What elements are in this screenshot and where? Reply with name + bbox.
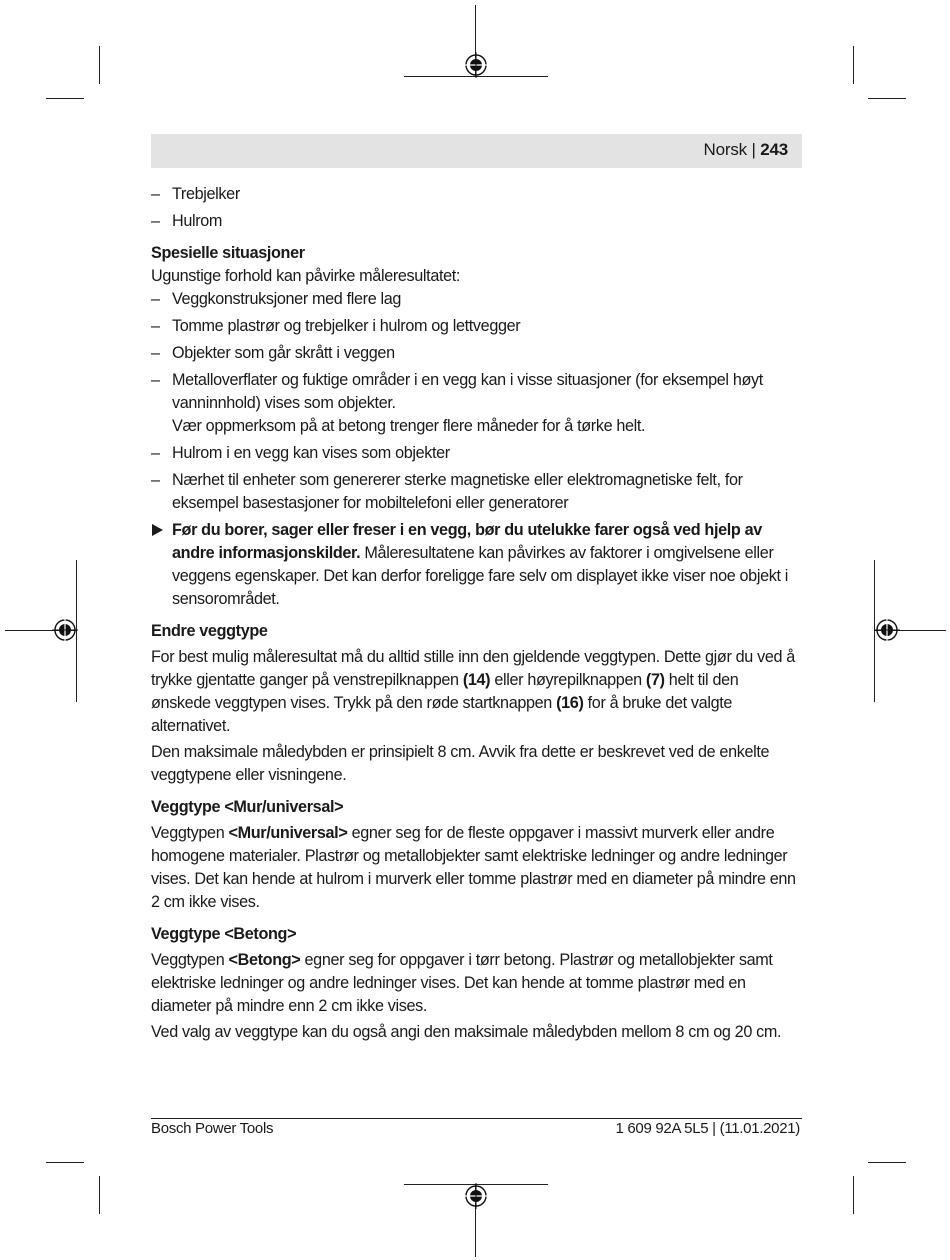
crop-mark — [868, 1162, 906, 1163]
list-item — [151, 469, 801, 515]
list-item-note: Vær oppmerksom på at betong trenger flere måneder for å tørke helt. — [172, 417, 646, 435]
crop-mark — [46, 98, 84, 99]
endre-paragraph-2: Den maksimale måledybden er prinsipielt 8 cm. Avvik fra dette er beskrevet ved de enkelte veggtypene eller visningene. — [151, 743, 770, 784]
text-run: Veggtypen — [151, 951, 229, 969]
registration-mark-icon — [52, 617, 78, 643]
page-header — [151, 134, 802, 168]
list-item-text: Trebjelker — [172, 185, 240, 203]
warning-bold-text: Før du borer, sager eller freser i en vegg, bør du utelukke farer også ved hjelp av andre informasjonskilder. — [172, 521, 762, 562]
betong-paragraph — [151, 949, 801, 1018]
section-heading-special: Spesielle situasjoner — [151, 244, 305, 262]
ref-right-arrow-button: (7) — [645, 671, 665, 689]
list-dash: – — [151, 290, 160, 308]
crop-mark — [99, 46, 100, 84]
page-number: 243 — [760, 140, 788, 159]
list-item — [151, 288, 801, 311]
footer-doc-number: 1 609 92A 5L5 | (11.01.2021) — [615, 1120, 800, 1137]
ref-left-arrow-button: (14) — [462, 671, 491, 689]
list-item-text: Objekter som går skrått i veggen — [172, 344, 395, 362]
registration-mark-icon — [463, 1183, 489, 1209]
list-dash: – — [151, 185, 160, 203]
list-dash: – — [151, 444, 160, 462]
crop-mark — [99, 1176, 100, 1214]
header-separator: | — [751, 140, 756, 159]
section-heading-mur: Veggtype <Mur/universal> — [151, 798, 344, 816]
section-heading-betong: Veggtype <Betong> — [151, 925, 297, 943]
list-item-text: Hulrom i en vegg kan vises som objekter — [172, 444, 450, 462]
warning-text: Måleresultatene kan påvirkes av faktorer i omgivelsene eller veggens egenskaper. Det kan derfor foreligge fare selv om displayet ikke viser noe objekt i sensorområdet. — [172, 544, 789, 608]
list-item-text: Nærhet til enheter som genererer sterke magnetiske eller elektromagnetiske felt, for eksempel basestasjoner for mobiltelefoni eller generatorer — [172, 471, 743, 512]
list-item — [151, 342, 801, 365]
list-dash: – — [151, 471, 160, 489]
mur-paragraph — [151, 822, 801, 914]
text-run: For best mulig måleresultat må du alltid stille inn den gjeldende veggtypen. Dette gjør du ved å trykke gjentatte ganger på venstrepilknappen — [151, 648, 795, 689]
footer-brand: Bosch Power Tools — [151, 1120, 274, 1137]
list-item-text: Metalloverflater og fuktige områder i en vegg kan i visse situasjoner (for eksempel høyt vanninnhold) vises som objekter. — [172, 371, 763, 412]
text-run: helt til den ønskede veggtypen vises. Trykk på den røde startknappen — [151, 671, 739, 712]
header-language: Norsk — [703, 140, 747, 159]
special-intro: Ugunstige forhold kan påvirke måleresultatet: — [151, 267, 461, 285]
list-item — [151, 183, 801, 206]
wall-type-label: <Betong> — [228, 951, 301, 969]
list-item — [151, 210, 801, 233]
list-item — [151, 442, 801, 465]
header-label — [704, 140, 788, 160]
crop-mark — [853, 1176, 854, 1214]
page-content — [151, 183, 801, 1044]
text-run: egner seg for de fleste oppgaver i massivt murverk eller andre homogene materialer. Plastrør og metallobjekter samt elektriske ledninger og andre ledninger vises. Det kan hende at hulrom i murverk eller tomme plastrør med en diameter på mindre enn 2 cm ikke vises. — [151, 824, 796, 911]
text-run: for å bruke det valgte alternativet. — [151, 694, 733, 735]
list-item — [151, 315, 801, 338]
endre-paragraph — [151, 646, 801, 738]
registration-mark-icon — [874, 617, 900, 643]
list-dash: – — [151, 371, 160, 389]
betong-paragraph-2: Ved valg av veggtype kan du også angi den maksimale måledybden mellom 8 cm og 20 cm. — [151, 1023, 782, 1041]
list-item-text: Veggkonstruksjoner med flere lag — [172, 290, 402, 308]
list-dash: – — [151, 212, 160, 230]
crop-mark — [853, 46, 854, 84]
crop-mark — [868, 98, 906, 99]
wall-type-label: <Mur/universal> — [228, 824, 348, 842]
registration-mark-icon — [463, 52, 489, 78]
crop-mark — [46, 1162, 84, 1163]
section-heading-endre: Endre veggtype — [151, 622, 268, 640]
list-dash: – — [151, 344, 160, 362]
safety-warning — [151, 519, 801, 611]
list-item-text: Tomme plastrør og trebjelker i hulrom og lettvegger — [172, 317, 521, 335]
list-item — [151, 369, 801, 438]
text-run: Veggtypen — [151, 824, 229, 842]
list-item-text: Hulrom — [172, 212, 223, 230]
ref-start-button: (16) — [556, 694, 584, 712]
text-run: egner seg for oppgaver i tørr betong. Plastrør og metallobjekter samt elektriske ledninger og andre ledninger vises. Det kan hende at tomme plastrør med en diameter på mindre enn 2 cm ikke vises. — [151, 951, 773, 1015]
list-dash: – — [151, 317, 160, 335]
footer-divider — [151, 1118, 802, 1119]
text-run: eller høyrepilknappen — [490, 671, 646, 689]
warning-triangle-icon — [152, 524, 163, 536]
